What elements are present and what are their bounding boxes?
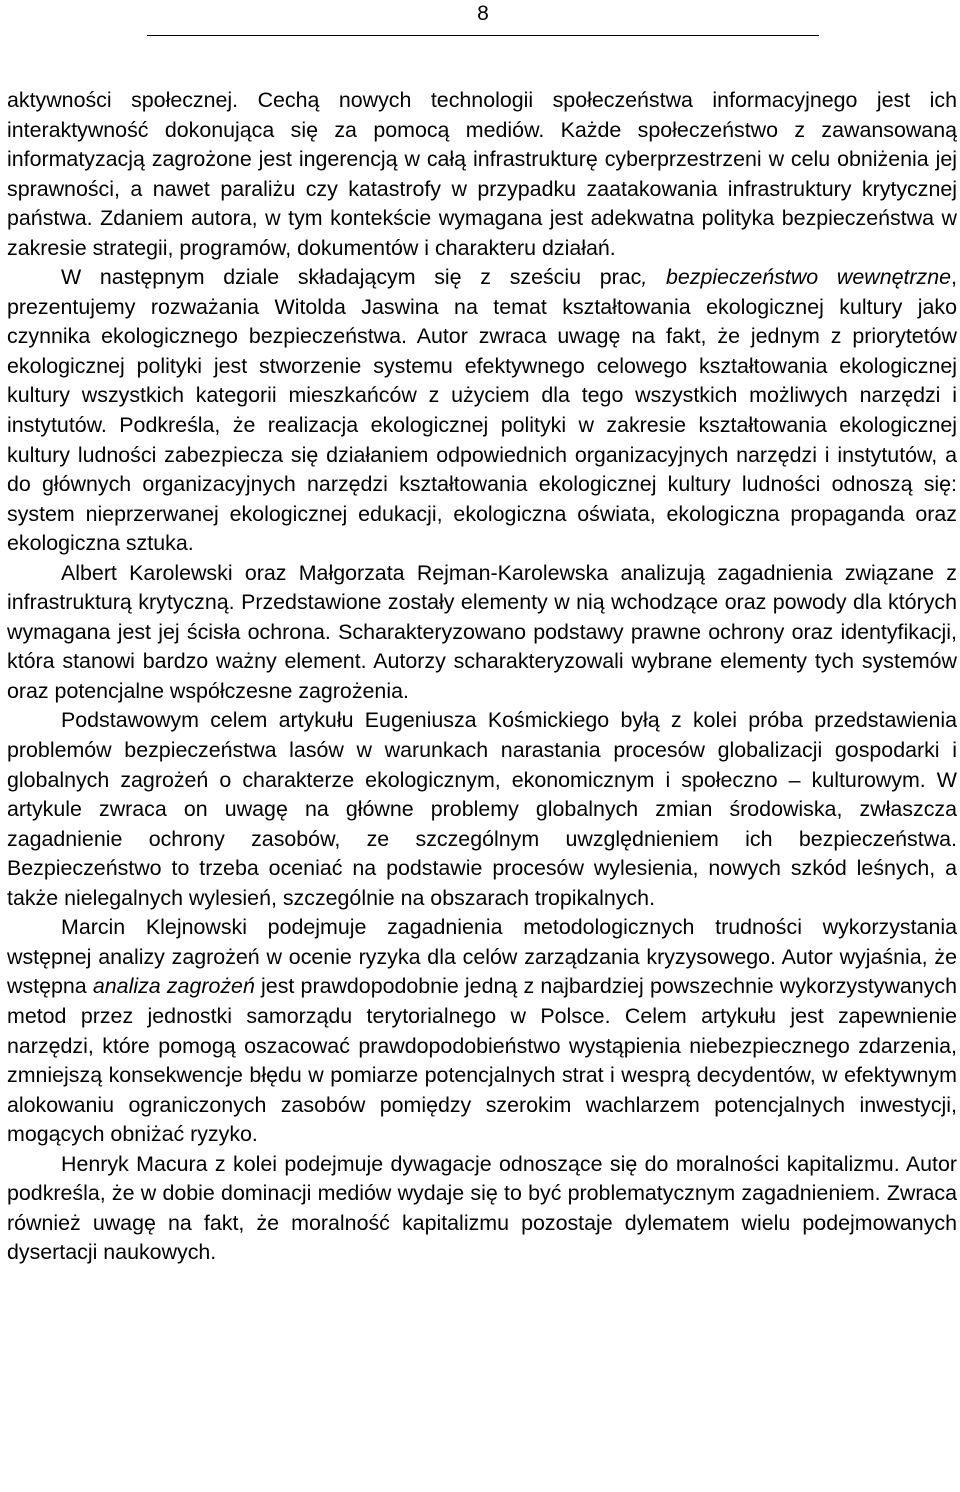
paragraph-5-text-b: jest prawdopodobnie jedną z najbardziej powszechnie wykorzystywanych metod przez jednostki samorządu terytorialnego w Polsce. Celem artykułu jest zapewnienie narzędzi, które pomogą oszacować prawdopodobieństwo wystąpienia niebezpiecznego zdarzenia, zmniejszą konsekwencje błędu w pomiarze potencjalnych strat i wesprą decydentów, w efektywnym alokowaniu ograniczonych zasobów pomiędzy szerokim wachlarzem potencjalnych inwestycji, mogących obniżać ryzyko. [7,974,957,1147]
paragraph-1 [7,86,957,263]
page-number: 8 [477,2,489,25]
header-rule [147,35,819,36]
page-header [0,0,960,40]
paragraph-4 [7,706,957,913]
paragraph-3 [7,559,957,707]
paragraph-5 [7,913,957,1149]
paragraph-2-text-a: W następnym dziale składającym się z sześciu prac [61,265,642,290]
paragraph-1-text: aktywności społecznej. Cechą nowych technologii społeczeństwa informacyjnego jest ich interaktywność dokonująca się za pomocą mediów. Każde społeczeństwo z zawansowaną informatyzacją zagrożone jest ingerencją w całą infrastrukturę cyberprzestrzeni w celu obniżenia jej sprawności, a nawet paraliżu czy katastrofy w przypadku zaatakowania infrastruktury krytycznej państwa. Zdaniem autora, w tym kontekście wymagana jest adekwatna polityka bezpieczeństwa w zakresie strategii, programów, dokumentów i charakteru działań. [7,88,957,260]
paragraph-6 [7,1150,957,1268]
paragraph-3-text: Albert Karolewski oraz Małgorzata Rejman-Karolewska analizują zagadnienia związane z infrastrukturą krytyczną. Przedstawione zostały elementy w nią wchodzące oraz powody dla których wymagana jest jej ścisła ochrona. Scharakteryzowano podstawy prawne ochrony oraz identyfikacji, która stanowi bardzo ważny element. Autorzy scharakteryzowali wybrane elementy tych systemów oraz potencjalne współczesne zagrożenia. [7,560,957,703]
paragraph-2-text-b: , prezentujemy rozważania Witolda Jaswina na temat kształtowania ekologicznej kultury jako czynnika ekologicznego bezpieczeństwa. Autor zwraca uwagę na fakt, że jednym z priorytetów ekologicznej polityki jest stworzenie systemu efektywnego celowego kształtowania ekologicznej kultury wszystkich kategorii mieszkańców z użyciem dla tego wszystkich możliwych narzędzi i instytutów. Podkreśla, że realizacja ekologicznej polityki w zakresie kształtowania ekologicznej kultury ludności zabezpiecza się działaniem odpowiednich organizacyjnych narzędzi i instytutów, a do głównych organizacyjnych narzędzi kształtowania ekologicznej kultury ludności odnoszą się: system nieprzerwanej ekologicznej edukacji, ekologiczna oświata, ekologiczna propaganda oraz ekologiczna sztuka. [7,265,957,556]
paragraph-5-emphasis: analiza zagrożeń [92,974,255,999]
paragraph-2 [7,263,957,558]
body-text [7,86,957,1268]
paragraph-2-emphasis: , bezpieczeństwo wewnętrzne [641,265,952,290]
paragraph-5-text-a: Marcin Klejnowski podejmuje zagadnienia metodologicznych trudności wykorzystania wstępnej analizy zagrożeń w ocenie ryzyka dla celów zarządzania kryzysowego. Autor wyjaśnia, że wstępna [7,915,957,999]
paragraph-4-text: Podstawowym celem artykułu Eugeniusza Kośmickiego byłą z kolei próba przedstawienia problemów bezpieczeństwa lasów w warunkach narastania procesów globalizacji gospodarki i globalnych zagrożeń o charakterze ekologicznym, ekonomicznym i społeczno – kulturowym. W artykule zwraca on uwagę na główne problemy globalnych zmian środowiska, zwłaszcza zagadnienie ochrony zasobów, ze szczególnym uwzględnieniem ich bezpieczeństwa. Bezpieczeństwo to trzeba oceniać na podstawie procesów wylesienia, nowych szkód leśnych, a także nielegalnych wylesień, szczególnie na obszarach tropikalnych. [7,708,957,910]
paragraph-6-text: Henryk Macura z kolei podejmuje dywagacje odnoszące się do moralności kapitalizmu. Autor podkreśla, że w dobie dominacji mediów wydaje się to być problematycznym zagadnieniem. Zwraca również uwagę na fakt, że moralność kapitalizmu pozostaje dylematem wielu podejmowanych dysertacji naukowych. [7,1151,957,1265]
